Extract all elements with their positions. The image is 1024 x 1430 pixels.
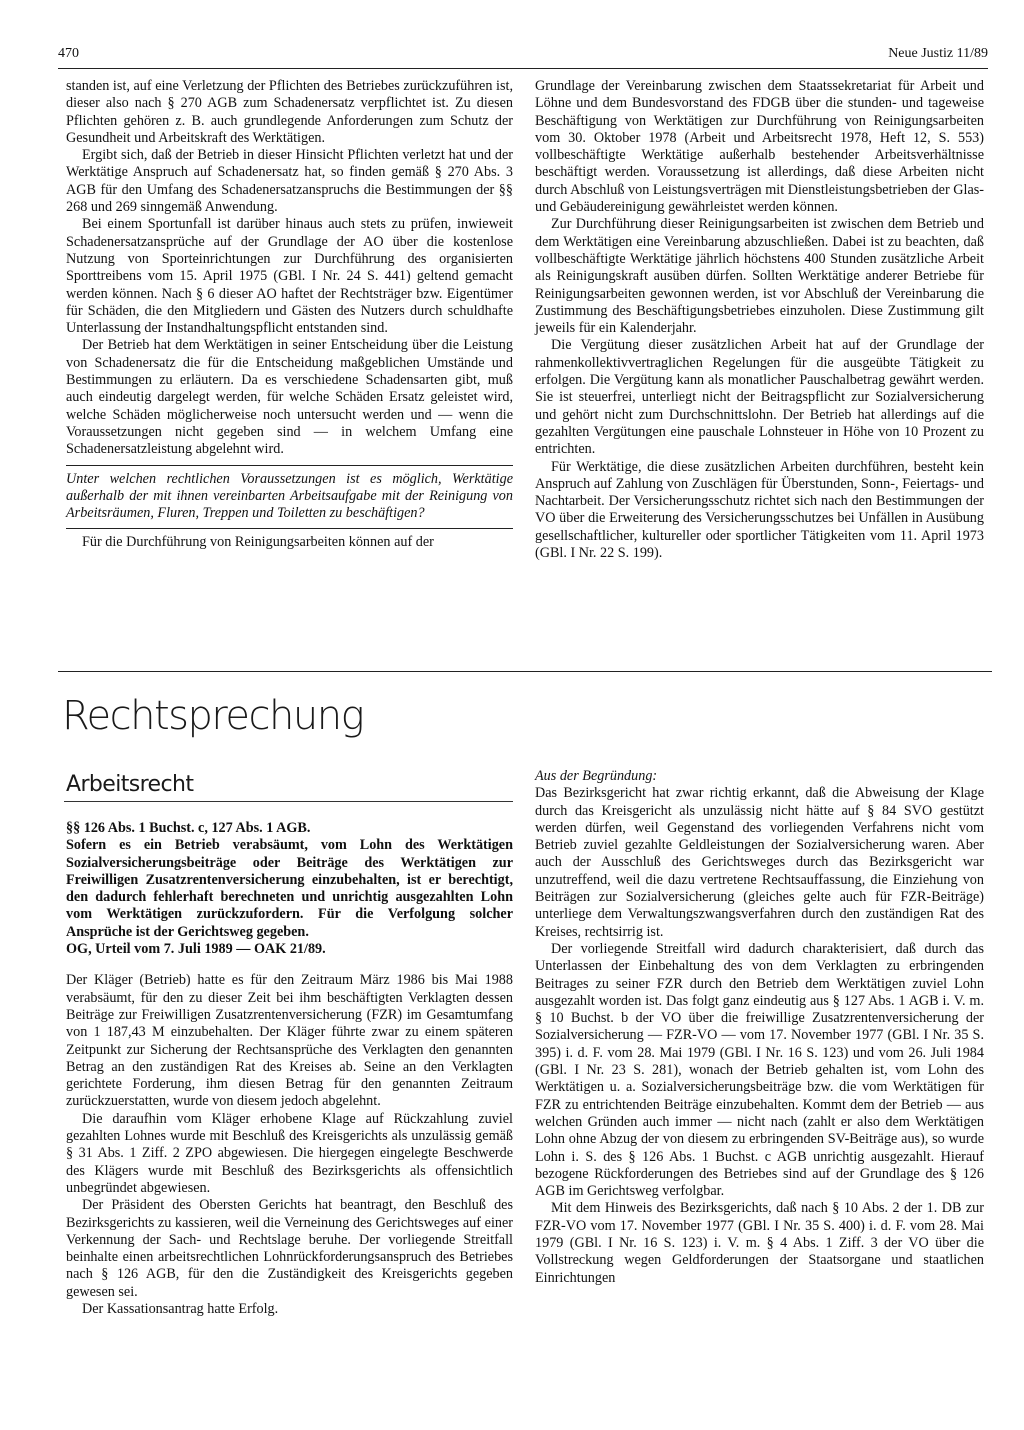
section-subtitle: Arbeitsrecht xyxy=(66,772,194,797)
journal-issue: Neue Justiz 11/89 xyxy=(888,46,988,61)
section-rule xyxy=(58,671,992,672)
paragraph: Bei einem Sportunfall ist darüber hinaus auch stets zu prüfen, inwieweit Schadenersatzansprüche auf der Grundlage der AO über die kostenlose Nutzung von Sporteinrichtungen zur Durchführung des organisierten Sporttreibens vom 15. April 1975 (GBl. I Nr. 24 S. 441) geltend gemacht werden können. Nach § 6 dieser AO haftet der Rechtsträger bzw. Eigentümer für Schäden, die den Mitgliedern und Gästen des Nutzers durch schuldhafte Unterlassung der Instandhaltungspflicht entstanden sind. xyxy=(66,216,513,337)
subtitle-rule xyxy=(64,801,513,802)
upper-left-column xyxy=(66,78,513,552)
section-title: Rechtsprechung xyxy=(62,693,364,739)
paragraph: Grundlage der Vereinbarung zwischen dem Staatssekretariat für Arbeit und Löhne und dem Bundesvorstand des FDGB über die stunden- und tageweise Beschäftigung von Werktätigen zur Durchführung von Reinigungsarbeiten vom 30. Oktober 1978 (Arbeit und Arbeitsrecht 1978, Heft 12, S. 553) vollbeschäftigte Werktätige außerhalb bestehender Arbeitsverhältnisse beschäftigt werden. Voraussetzung ist allerdings, daß diese Arbeiten nicht durch Abschluß von Leistungsverträgen mit Dienstleistungsbetrieben der Glas- und Gebäudereinigung gewährleistet werden können. xyxy=(535,78,984,216)
reasons-label: Aus der Begründung: xyxy=(535,768,658,784)
paragraph: Die daraufhin vom Kläger erhobene Klage auf Rückzahlung zuviel gezahlten Lohnes wurde mit Beschluß des Kreisgerichts als unzulässig gemäß § 31 Abs. 1 Ziff. 2 ZPO abgewiesen. Die hiergegen eingelegte Beschwerde des Klägers wurde mit Beschluß des Bezirksgerichts als offensichtlich unbegründet abgewiesen. xyxy=(66,1110,513,1196)
divider xyxy=(66,528,513,529)
court-citation: OG, Urteil vom 7. Juli 1989 — OAK 21/89. xyxy=(66,941,326,958)
reader-question: Unter welchen rechtlichen Voraussetzungen ist es möglich, Werktätige außerhalb der mit ihnen vereinbarten Arbeitsaufgabe mit der Reinigung von Arbeitsräumen, Fluren, Treppen und Toiletten zu beschäftigen? xyxy=(66,470,513,522)
divider xyxy=(66,465,513,466)
legal-norms: §§ 126 Abs. 1 Buchst. c, 127 Abs. 1 AGB. xyxy=(66,820,311,836)
paragraph: Zur Durchführung dieser Reinigungsarbeiten ist zwischen dem Betrieb und dem Werktätigen eine Vereinbarung abzuschließen. Dabei ist zu beachten, daß vollbeschäftigte Werktätige jährlich höchstens 400 Stunden zusätzliche Arbeit als Reinigungskraft ausüben dürfen. Sollten Werktätige anderer Betriebe für Reinigungsarbeiten gewonnen werden, ist vor Abschluß der Vereinbarung die Zustimmung des Beschäftigungsbetriebes einzuholen. Diese Zustimmung gilt jeweils für ein Kalenderjahr. xyxy=(535,216,984,337)
paragraph: Der Kassationsantrag hatte Erfolg. xyxy=(82,1301,279,1318)
answer-start: Für die Durchführung von Reinigungsarbeiten können auf der xyxy=(82,534,434,551)
upper-right-column xyxy=(535,78,984,562)
paragraph: Ergibt sich, daß der Betrieb in dieser Hinsicht Pflichten verletzt hat und der Werktätige Anspruch auf Schadenersatz hat, so finden gemäß § 270 Abs. 3 AGB für den Umfang des Schadenersatzanspruchs die Bestimmungen der §§ 268 und 269 sinngemäß Anwendung. xyxy=(66,147,513,216)
spacer xyxy=(66,958,513,972)
paragraph: Der Präsident des Obersten Gerichts hat beantragt, den Beschluß des Bezirksgerichts zu kassieren, weil die Verneinung des Gerichtsweges auf einer Verkennung der Sach- und Rechtslage beruhe. Der vorliegende Streitfall beinhalte einen arbeitsrechtlichen Lohnrückforderungsanspruch des Betriebes nach § 126 AGB, für den die Zuständigkeit des Kreisgerichts gegeben gewesen sei. xyxy=(66,1197,513,1300)
headnote: Sofern es ein Betrieb verabsäumt, vom Lohn des Werktätigen Sozialversicherungsbeiträge oder Beiträge des Werktätigen zur Freiwilligen Zusatzrentenversicherung einzubehalten, ist er berechtigt, den dadurch fehlerhaft berechneten und unrichtig ausgezahlten Lohn vom Werktätigen zurückzufordern. Für die Verfolgung solcher Ansprüche ist der Gerichtsweg gegeben. xyxy=(66,837,513,940)
paragraph: Das Bezirksgericht hat zwar richtig erkannt, daß die Abweisung der Klage durch das Kreisgericht als unzulässig nicht hätte auf § 84 SVO gestützt werden dürfen, weil Gegenstand des vorliegenden Verfahrens nicht vom Betrieb zuviel gezahlte Geldleistungen der Sozialversicherung waren. Aber auch der Ausschluß des Gerichtsweges durch das Bezirksgericht war unzutreffend, weil die dazu vertretene Rechtsauffassung, die Einziehung von Beiträgen zur Sozialversicherung (gleiches gelte auch für FZR-Beiträge) unterliege dem Verwaltungszwangsverfahren durch den zuständigen Rat des Kreises, rechtsirrig ist. xyxy=(535,785,984,940)
lower-left-column xyxy=(66,820,513,1318)
paragraph: Mit dem Hinweis des Bezirksgerichts, daß nach § 10 Abs. 2 der 1. DB zur FZR-VO vom 17. November 1977 (GBl. I Nr. 35 S. 400) i. d. F. vom 28. Mai 1979 (GBl. I Nr. 16 S. 123) i. V. m. § 4 Abs. 1 Ziff. 3 der VO über die Vollstreckung wegen Geldforderungen der Staatsorgane und staatlichen Einrichtungen xyxy=(535,1200,984,1286)
paragraph: standen ist, auf eine Verletzung der Pflichten des Betriebes zurückzuführen ist, dieser also nach § 270 AGB zum Schadenersatz verpflichtet ist. Zu diesen Pflichten gehören z. B. auch grundlegende Anforderungen zum Schutz der Gesundheit und Arbeitskraft des Werktätigen. xyxy=(66,78,513,146)
page-header xyxy=(58,46,988,70)
paragraph: Die Vergütung dieser zusätzlichen Arbeit hat auf der Grundlage der rahmenkollektivvertraglichen Regelungen für die ausgeübte Tätigkeit zu erfolgen. Die Vergütung kann als monatlicher Pauschalbetrag gewährt werden. Sie ist steuerfrei, unterliegt nicht der Beitragspflicht zur Sozialversicherung und gehört nicht zum Durchschnittslohn. Der Betrieb hat allerdings auf die gezahlten Vergütungen eine pauschale Lohnsteuer in Höhe von 10 Prozent zu entrichten. xyxy=(535,337,984,458)
header-rule xyxy=(58,68,988,69)
paragraph: Für Werktätige, die diese zusätzlichen Arbeiten durchführen, besteht kein Anspruch auf Zahlung von Zuschlägen für Überstunden, Sonn-, Feiertags- und Nachtarbeit. Der Versicherungsschutz richtet sich nach den Bestimmungen der VO über die Erweiterung des Versicherungsschutzes bei Unfällen in Ausübung gesellschaftlicher, kultureller oder sportlicher Tätigkeiten vom 11. April 1973 (GBl. I Nr. 22 S. 199). xyxy=(535,458,984,562)
paragraph: Der vorliegende Streitfall wird dadurch charakterisiert, daß durch das Unterlassen der Einbehaltung des von dem Verklagten zu erbringenden Beitrages zu seiner FZR durch den Betrieb dem Werktätigen zuviel Lohn ausgezahlt worden ist. Das folgt ganz eindeutig aus § 127 Abs. 1 AGB i. V. m. § 10 Buchst. b der VO über die freiwillige Zusatzrentenversicherung der Sozialversicherung — FZR-VO — vom 17. November 1977 (GBl. I Nr. 35 S. 395) i. d. F. vom 28. Mai 1979 (GBl. I Nr. 16 S. 123) und vom 26. Juli 1984 (GBl. I Nr. 23 S. 281), wonach der Betrieb gehalten ist, vom Lohn des Werktätigen u. a. Sozialversicherungsbeiträge bzw. die vom Werktätigen für FZR zu entrichtenden Beiträge einzubehalten. Kommt dem der Betrieb — aus welchen Gründen auch immer — nicht nach (zahlt er also dem Werktätigen Lohn ohne Abzug der von diesem zu erbringenden SV-Beiträge aus), so wurde Lohn i. S. des § 126 Abs. 1 Buchst. c AGB unrichtig ausgezahlt. Hierauf bezogene Rückforderungen des Betriebes sind auf der Grundlage des § 126 AGB im Gerichtsweg verfolgbar. xyxy=(535,940,984,1200)
lower-right-column xyxy=(535,768,984,1287)
paragraph: Der Kläger (Betrieb) hatte es für den Zeitraum März 1986 bis Mai 1988 verabsäumt, für den zu dieser Zeit bei ihm beschäftigten Verklagten dessen Beiträge zur Freiwilligen Zusatzrentenversicherung (FZR) im Gesamtumfang von 1 187,43 M einzubehalten. Der Kläger führte zwar zu einem späteren Zeitpunkt zur Sicherung der Rechtsansprüche des Verklagten den genannten Betrag an den zuständigen Rat des Kreises ab. Seine an den Verklagten gerichtete Forderung, ihm diesen Betrag für den genannten Zeitraum zurückzuerstatten, wurde von diesem jedoch abgelehnt. xyxy=(66,972,513,1110)
page-number: 470 xyxy=(58,46,79,61)
paragraph: Der Betrieb hat dem Werktätigen in seiner Entscheidung über die Leistung von Schadenersatz die für die Entscheidung maßgeblichen Umstände und Bestimmungen zu erläutern. Da es verschiedene Schadensarten gibt, muß auch eindeutig dargelegt werden, für welche Schäden Ersatz geleistet wird, welche Schäden möglicherweise noch untersucht werden und — wenn die Voraussetzungen nicht gegeben sind — in welchem Umfang eine Schadenersatzleistung abgelehnt wird. xyxy=(66,337,513,458)
